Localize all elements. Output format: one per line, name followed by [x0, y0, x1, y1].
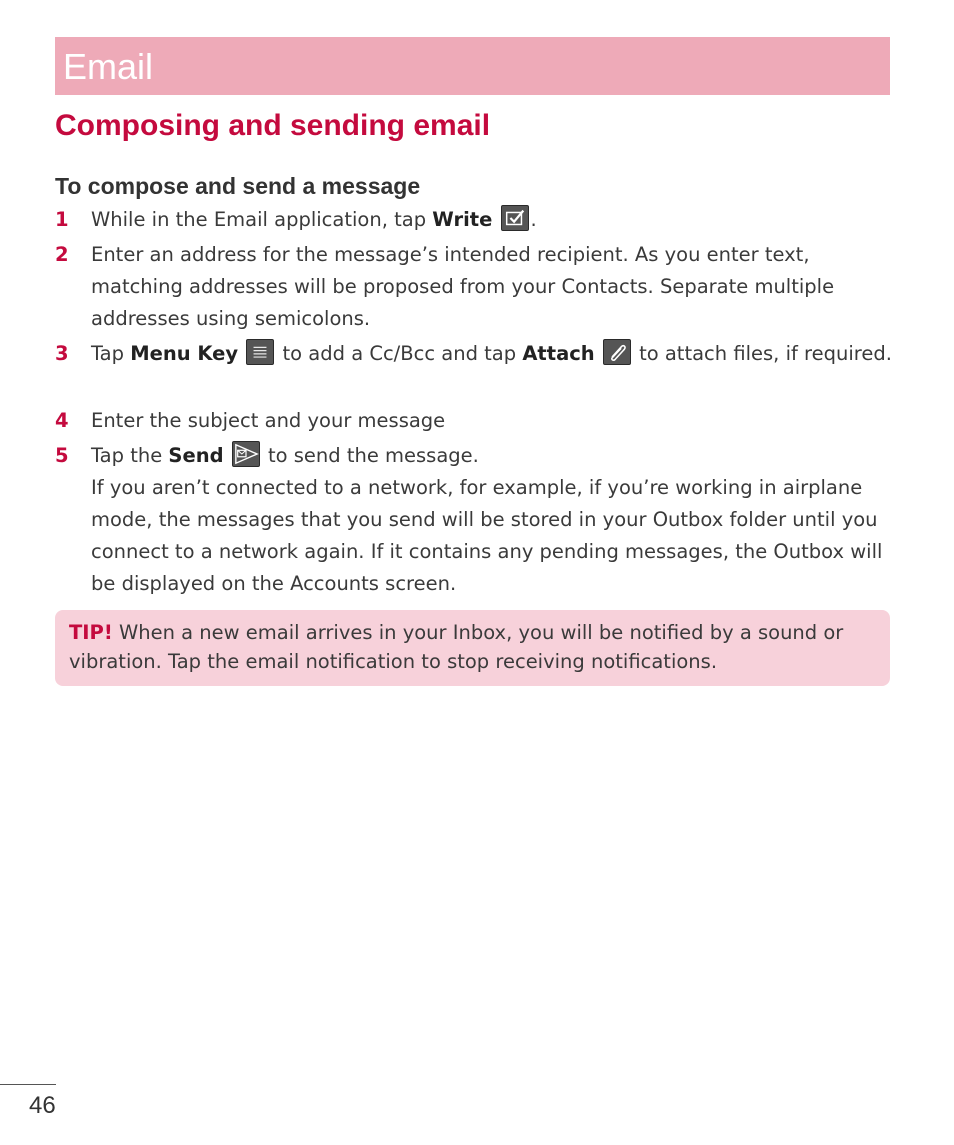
step-text: to add a Cc/Bcc and tap [276, 342, 523, 365]
menu-icon [246, 339, 274, 365]
subsection-title: To compose and send a message [55, 173, 421, 199]
step-5 [55, 440, 895, 600]
write-key-label: Write [432, 208, 493, 231]
paperclip-icon [603, 339, 631, 365]
step-text: . [530, 208, 537, 231]
step-text: Tap [91, 342, 131, 365]
step-number: 2 [55, 243, 69, 266]
step-number: 5 [55, 444, 69, 467]
step-4 [55, 405, 895, 437]
chapter-title: Email [63, 46, 154, 87]
step-text: Tap the [91, 444, 169, 467]
footer-divider [0, 1084, 56, 1085]
tip-label: TIP! [69, 621, 113, 644]
attach-key-label: Attach [522, 342, 595, 365]
send-key-label: Send [168, 444, 224, 467]
step-text: to send the message. [261, 444, 479, 467]
tip-box [55, 610, 890, 686]
step-text: to attach files, if required. [632, 342, 892, 365]
step-number: 1 [55, 208, 69, 231]
write-icon [501, 205, 529, 231]
step-3 [55, 338, 895, 370]
tip-text: When a new email arrives in your Inbox, you will be notified by a sound or vibration. Tap the email notification to stop receiving notifications. [69, 621, 844, 673]
step-body: Enter an address for the message’s intended recipient. As you enter text, matching addresses will be proposed from your Contacts. Separate multiple addresses using semicolons. [91, 243, 835, 330]
step-number: 4 [55, 409, 69, 432]
page-number: 46 [29, 1092, 56, 1119]
step-body [91, 204, 895, 236]
step-number: 3 [55, 342, 69, 365]
section-title: Composing and sending email [55, 109, 491, 142]
step-text: While in the Email application, tap [91, 208, 433, 231]
step-body: Enter the subject and your message [91, 409, 446, 432]
menu-key-label: Menu Key [130, 342, 239, 365]
step-note: If you aren’t connected to a network, for example, if you’re working in airplane mode, the messages that you send will be stored in your Outbox folder until you connect to a network again. If it contains any pending messages, the Outbox will be displayed on the Accounts screen. [91, 476, 883, 595]
send-icon [232, 441, 260, 467]
step-body [91, 338, 895, 370]
step-2 [55, 239, 895, 335]
step-body [91, 440, 895, 472]
step-1 [55, 204, 895, 236]
chapter-banner [55, 37, 890, 95]
